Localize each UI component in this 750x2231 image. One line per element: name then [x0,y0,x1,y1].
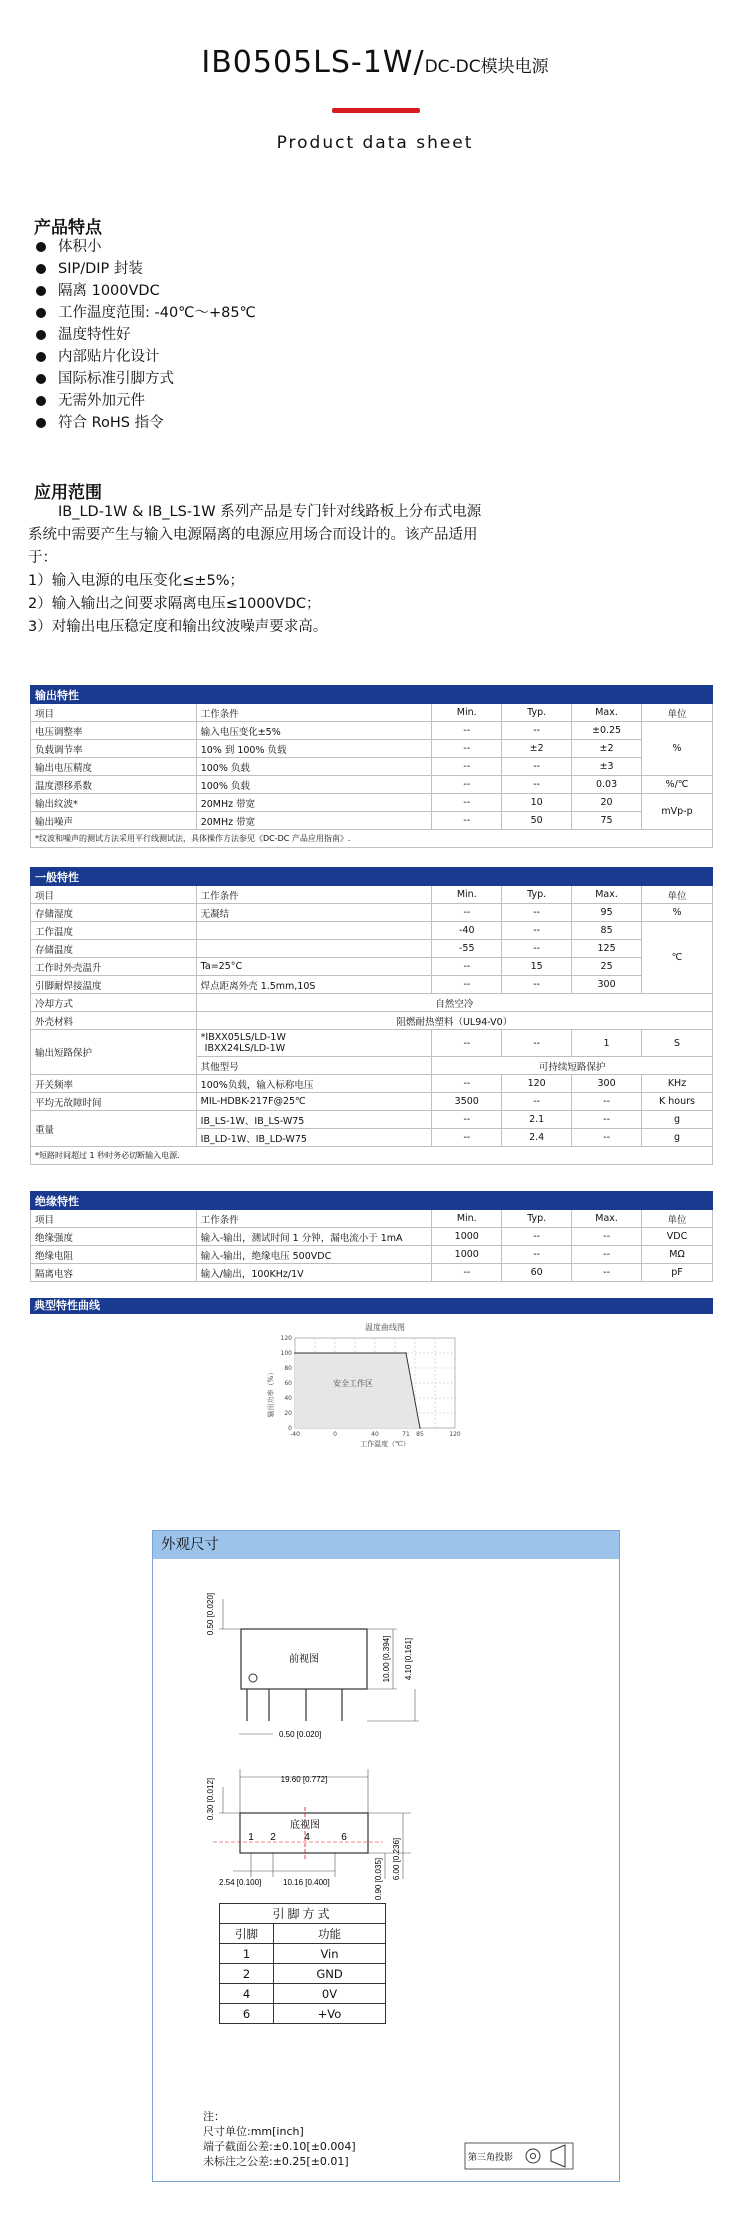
table-row: 6 +Vo [220,2004,386,2024]
dim-label: 0.90 [0.035] [374,1857,383,1901]
table-row: 重量 IB_LS-1W、IB_LS-W75 -- 2.1 -- g [31,1111,713,1129]
table-row: 1 Vin [220,1944,386,1964]
isolation-spec-table [30,1191,713,1282]
table-row: 工作时外壳温升 Ta=25°C -- 15 25 [31,958,713,976]
application-point: 2）输入输出之间要求隔离电压≤1000VDC； [28,596,321,612]
pin-number: 6 [341,1832,347,1843]
table-row: 平均无故障时间 MIL-HDBK-217F@25℃ 3500 -- -- K hours [31,1093,713,1111]
list-item: 温度特性好 [36,324,256,346]
column-header: 单位 [642,1210,713,1228]
table-row: 绝缘强度 输入-输出，测试时间 1 分钟，漏电流小于 1mA 1000 -- -- VDC [31,1228,713,1246]
dim-label: 10.16 [0.400] [283,1878,330,1887]
column-header: 项目 [31,704,197,722]
pin-table [219,1903,386,2024]
table-row: 工作温度 -40 -- 85 ℃ [31,922,713,940]
y-tick-label: 40 [284,1395,292,1402]
projection-circle-icon [526,2149,540,2163]
application-intro: IB_LD-1W & IB_LS-1W 系列产品是专门针对线路板上分布式电源系统中需要产生与输入电源隔离的电源应用场合而设计的。该产品适用于： [28,504,482,566]
x-axis-label: 工作温度（℃） [360,1440,410,1448]
title-underline [332,108,420,113]
table-row: 开关频率 100%负载，输入标称电压 -- 120 300 KHz [31,1075,713,1093]
y-tick-label: 100 [280,1350,292,1357]
list-item: 工作温度范围: -40℃～+85℃ [36,302,256,324]
y-axis-label: 输出功率（%） [267,1368,275,1418]
dim-label: 0.50 [0.020] [279,1730,322,1739]
table-row: 其他型号 可持续短路保护 [31,1057,713,1075]
list-item: 符合 RoHS 指令 [36,412,256,434]
isolation-table-block [30,1191,713,1282]
column-header: Typ. [502,704,572,722]
column-header: Min. [432,704,502,722]
data-point [294,1352,296,1354]
temperature-chart [255,1318,475,1450]
output-note: *纹波和噪声的测试方法采用平行线测试法，具体操作方法参见《DC-DC 产品应用指南》. [31,830,713,848]
dimension-title: 外观尺寸 [153,1531,619,1559]
dim-label: 19.60 [0.772] [280,1775,328,1784]
y-tick-label: 120 [280,1335,292,1342]
data-point [405,1352,407,1354]
column-header: 项目 [31,886,197,904]
features-heading: 产品特点 [34,218,102,238]
bullet-icon [36,264,46,274]
general-section-title: 一般特性 [31,868,713,886]
note-line: 尺寸单位:mm[inch] [203,2125,304,2138]
bullet-icon [36,418,46,428]
curve-section-title: 典型特性曲线 [30,1298,713,1314]
application-heading: 应用范围 [34,483,102,503]
safe-area-fill [295,1353,420,1428]
table-row: 绝缘电阻 输入-输出，绝缘电压 500VDC 1000 -- -- MΩ [31,1246,713,1264]
projection-label: 第三角投影 [468,2152,514,2162]
dimension-svg [153,1559,619,2179]
model-name: IB0505LS-1W/ [201,45,425,80]
x-tick-label: 40 [371,1431,379,1438]
column-header: 单位 [642,704,713,722]
output-section-title: 输出特性 [31,686,713,704]
chart-title: 温度曲线图 [365,1323,405,1332]
table-row: 4 0V [220,1984,386,2004]
note-line: 未标注之公差:±0.25[±0.01] [203,2155,349,2168]
column-header: Min. [432,1210,502,1228]
application-text [28,501,488,639]
table-row: 引脚耐焊接温度 焊点距离外壳 1.5mm,10S -- -- 300 [31,976,713,994]
general-table-block [30,867,713,1165]
table-row: 负载调节率 10% 到 100% 负载 -- ±2 ±2 [31,740,713,758]
x-tick-label: 0 [333,1431,337,1438]
table-row: 输出短路保护 *IBXX05LS/LD-1W IBXX24LS/LD-1W -- -- 1 S [31,1030,713,1057]
pin-table-block [219,1903,386,2024]
bottom-view-label: 底视图 [290,1820,320,1831]
safe-area-label: 安全工作区 [333,1379,373,1388]
column-header: Max. [572,1210,642,1228]
general-spec-table [30,867,713,1165]
dim-label: 0.30 [0.012] [206,1777,215,1821]
bullet-icon [36,242,46,252]
y-tick-label: 0 [288,1425,292,1432]
column-header: Max. [572,886,642,904]
dimension-drawing [152,1530,620,2182]
list-item: 无需外加元件 [36,390,256,412]
list-item: 国际标准引脚方式 [36,368,256,390]
column-header: 项目 [31,1210,197,1228]
pin-table-title: 引脚方式 [220,1904,386,1924]
table-row: IB_LD-1W、IB_LD-W75 -- 2.4 -- g [31,1129,713,1147]
y-tick-label: 80 [284,1365,292,1372]
note-line: 注： [203,2110,225,2123]
x-tick-label: -40 [290,1431,300,1438]
table-row: 电压调整率 输入电压变化±5% -- -- ±0.25 % [31,722,713,740]
y-tick-label: 60 [284,1380,292,1387]
dimension-notes [203,2109,356,2169]
list-item: SIP/DIP 封装 [36,258,256,280]
table-row: 存储温度 -55 -- 125 [31,940,713,958]
features-list [36,236,256,434]
dim-label: 10.00 [0.394] [382,1635,391,1683]
dim-label: 4.10 [0.161] [404,1637,413,1681]
column-header: Max. [572,704,642,722]
column-header: Typ. [502,886,572,904]
pin-number: 1 [248,1832,254,1843]
application-point: 3）对输出电压稳定度和输出纹波噪声要求高。 [28,619,328,635]
front-pins [247,1689,342,1721]
table-row: 隔离电容 输入/输出，100KHz/1V -- 60 -- pF [31,1264,713,1282]
bullet-icon [36,286,46,296]
list-item: 隔离 1000VDC [36,280,256,302]
list-item: 体积小 [36,236,256,258]
table-row: 输出电压精度 100% 负载 -- -- ±3 [31,758,713,776]
dim-label: 2.54 [0.100] [219,1878,262,1887]
bullet-icon [36,352,46,362]
x-tick-label: 85 [416,1431,424,1438]
page-title [0,45,750,80]
table-row: 2 GND [220,1964,386,1984]
column-header: 单位 [642,886,713,904]
bullet-icon [36,330,46,340]
column-header: Min. [432,886,502,904]
dim-label: 0.50 [0.020] [206,1592,215,1636]
front-view-label: 前视图 [289,1654,319,1665]
y-tick-label: 20 [284,1410,292,1417]
x-tick-label: 71 [402,1431,410,1438]
dim-label: 6.00 [0.236] [392,1837,401,1881]
subtitle: Product data sheet [276,133,474,153]
output-spec-table [30,685,713,848]
table-row: 冷却方式 自然空冷 [31,994,713,1012]
column-header: 工作条件 [196,886,432,904]
column-header: Typ. [502,1210,572,1228]
bullet-icon [36,374,46,384]
note-line: 端子截面公差:±0.10[±0.004] [203,2140,356,2153]
isolation-section-title: 绝缘特性 [31,1192,713,1210]
table-row: 温度漂移系数 100% 负载 -- -- 0.03 %/℃ [31,776,713,794]
x-tick-label: 120 [449,1431,461,1438]
pin-number: 4 [304,1832,310,1843]
general-note: *短路时间超过 1 秒时务必切断输入电源. [31,1147,713,1165]
list-item: 内部贴片化设计 [36,346,256,368]
column-header: 工作条件 [196,1210,432,1228]
projection-cone-icon [551,2145,565,2167]
data-point [419,1427,421,1429]
table-row: 输出纹波* 20MHz 带宽 -- 10 20 mVp-p [31,794,713,812]
table-row: 存储湿度 无凝结 -- -- 95 % [31,904,713,922]
bullet-icon [36,308,46,318]
application-point: 1）输入电源的电压变化≤±5%； [28,573,245,589]
table-row: 外壳材料 阻燃耐热塑料（UL94-V0） [31,1012,713,1030]
column-header: 工作条件 [196,704,432,722]
bullet-icon [36,396,46,406]
column-header: 功能 [274,1924,386,1944]
output-table-block [30,685,713,848]
product-type: DC-DC模块电源 [424,57,549,77]
pin-number: 2 [270,1832,276,1843]
table-row: 输出噪声 20MHz 带宽 -- 50 75 [31,812,713,830]
column-header: 引脚 [220,1924,274,1944]
